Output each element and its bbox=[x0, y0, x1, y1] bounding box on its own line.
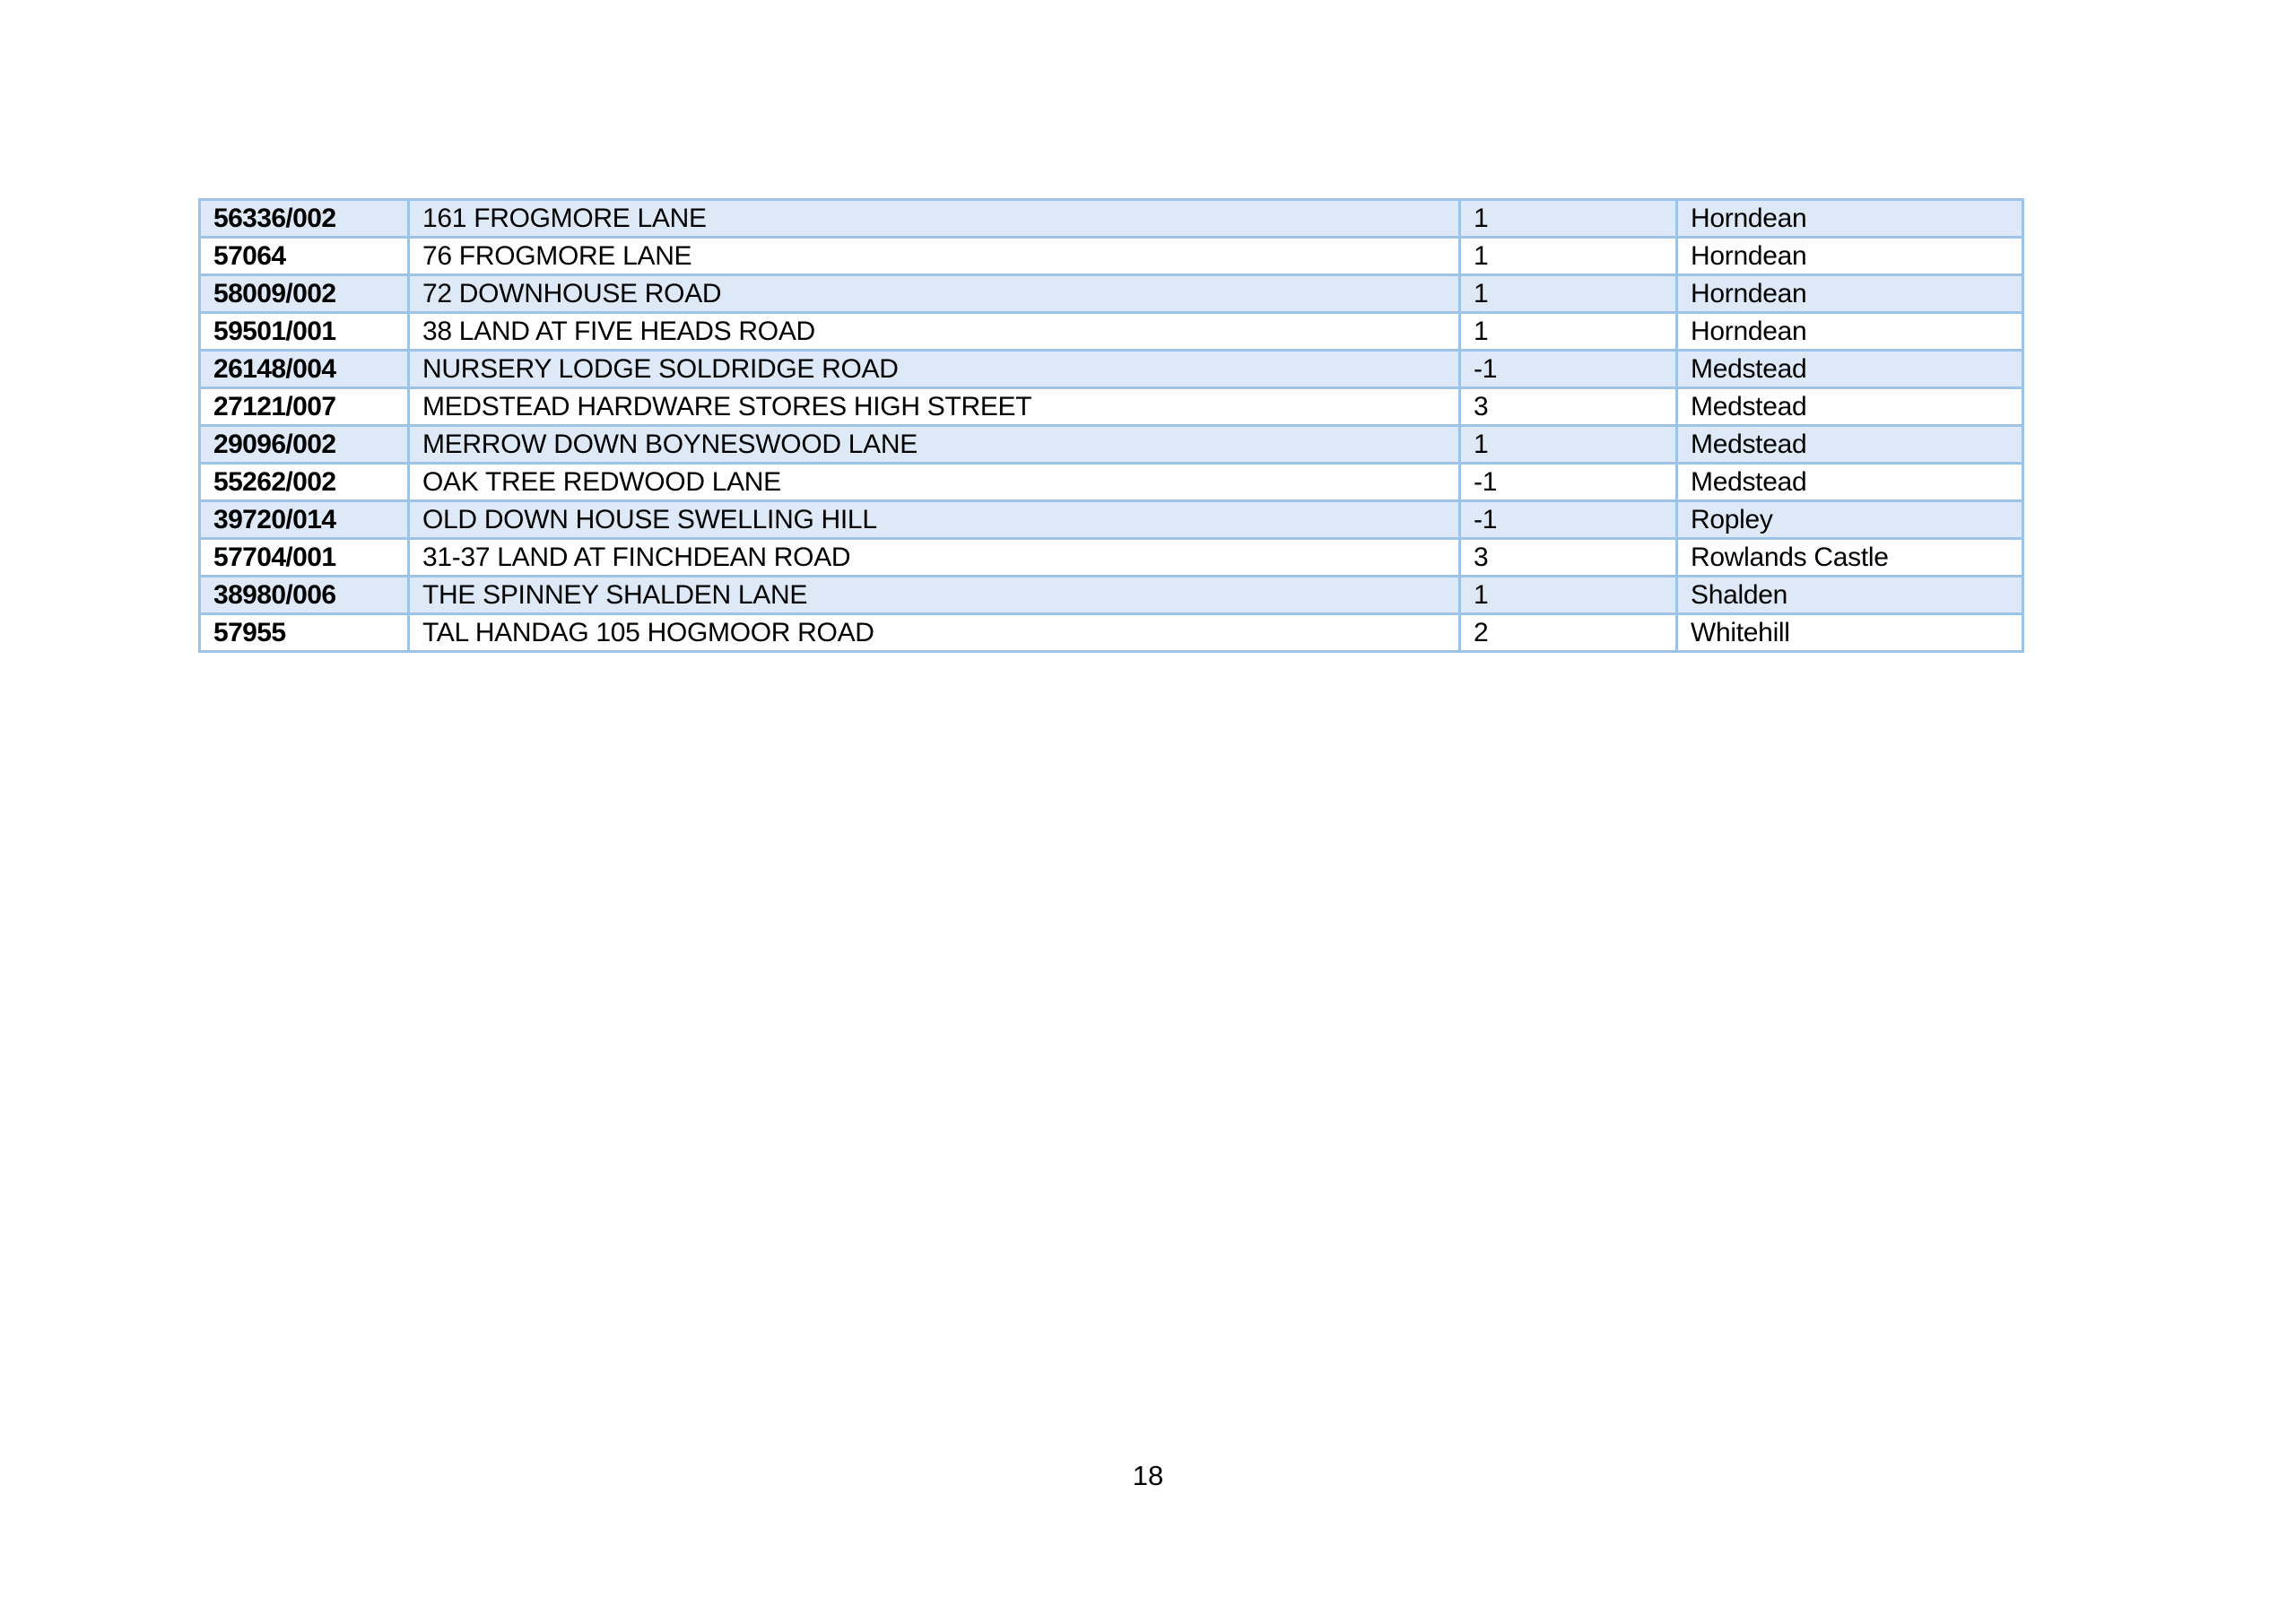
address-cell: MERROW DOWN BOYNESWOOD LANE bbox=[409, 426, 1460, 464]
reference-cell: 59501/001 bbox=[200, 313, 409, 351]
reference-cell: 29096/002 bbox=[200, 426, 409, 464]
parish-cell: Medstead bbox=[1677, 426, 2023, 464]
table-row bbox=[200, 539, 2023, 577]
parish-cell: Whitehill bbox=[1677, 614, 2023, 652]
table-row bbox=[200, 238, 2023, 275]
units-cell: 1 bbox=[1460, 275, 1677, 313]
reference-cell: 39720/014 bbox=[200, 501, 409, 539]
units-cell: -1 bbox=[1460, 351, 1677, 388]
address-cell: 38 LAND AT FIVE HEADS ROAD bbox=[409, 313, 1460, 351]
parish-cell: Horndean bbox=[1677, 200, 2023, 238]
address-cell: NURSERY LODGE SOLDRIDGE ROAD bbox=[409, 351, 1460, 388]
units-cell: 1 bbox=[1460, 577, 1677, 614]
planning-sites-table bbox=[198, 198, 2024, 653]
table-row bbox=[200, 614, 2023, 652]
units-cell: 1 bbox=[1460, 313, 1677, 351]
table-body bbox=[200, 200, 2023, 652]
address-cell: 72 DOWNHOUSE ROAD bbox=[409, 275, 1460, 313]
address-cell: MEDSTEAD HARDWARE STORES HIGH STREET bbox=[409, 388, 1460, 426]
reference-cell: 58009/002 bbox=[200, 275, 409, 313]
parish-cell: Ropley bbox=[1677, 501, 2023, 539]
table-row bbox=[200, 426, 2023, 464]
units-cell: 3 bbox=[1460, 388, 1677, 426]
parish-cell: Horndean bbox=[1677, 238, 2023, 275]
address-cell: 76 FROGMORE LANE bbox=[409, 238, 1460, 275]
parish-cell: Medstead bbox=[1677, 351, 2023, 388]
address-cell: OLD DOWN HOUSE SWELLING HILL bbox=[409, 501, 1460, 539]
table-row bbox=[200, 313, 2023, 351]
table-row bbox=[200, 388, 2023, 426]
table-row bbox=[200, 464, 2023, 501]
address-cell: 161 FROGMORE LANE bbox=[409, 200, 1460, 238]
reference-cell: 38980/006 bbox=[200, 577, 409, 614]
table-row bbox=[200, 275, 2023, 313]
parish-cell: Horndean bbox=[1677, 275, 2023, 313]
units-cell: 1 bbox=[1460, 426, 1677, 464]
table-row bbox=[200, 501, 2023, 539]
parish-cell: Shalden bbox=[1677, 577, 2023, 614]
units-cell: -1 bbox=[1460, 464, 1677, 501]
units-cell: 1 bbox=[1460, 238, 1677, 275]
reference-cell: 55262/002 bbox=[200, 464, 409, 501]
reference-cell: 57064 bbox=[200, 238, 409, 275]
table-row bbox=[200, 200, 2023, 238]
table-row bbox=[200, 351, 2023, 388]
units-cell: 2 bbox=[1460, 614, 1677, 652]
table-row bbox=[200, 577, 2023, 614]
reference-cell: 57955 bbox=[200, 614, 409, 652]
page-number: 18 bbox=[1132, 1460, 1164, 1491]
address-cell: 31-37 LAND AT FINCHDEAN ROAD bbox=[409, 539, 1460, 577]
units-cell: -1 bbox=[1460, 501, 1677, 539]
reference-cell: 26148/004 bbox=[200, 351, 409, 388]
parish-cell: Medstead bbox=[1677, 464, 2023, 501]
parish-cell: Horndean bbox=[1677, 313, 2023, 351]
address-cell: TAL HANDAG 105 HOGMOOR ROAD bbox=[409, 614, 1460, 652]
reference-cell: 57704/001 bbox=[200, 539, 409, 577]
reference-cell: 56336/002 bbox=[200, 200, 409, 238]
reference-cell: 27121/007 bbox=[200, 388, 409, 426]
units-cell: 1 bbox=[1460, 200, 1677, 238]
parish-cell: Rowlands Castle bbox=[1677, 539, 2023, 577]
units-cell: 3 bbox=[1460, 539, 1677, 577]
address-cell: OAK TREE REDWOOD LANE bbox=[409, 464, 1460, 501]
parish-cell: Medstead bbox=[1677, 388, 2023, 426]
address-cell: THE SPINNEY SHALDEN LANE bbox=[409, 577, 1460, 614]
